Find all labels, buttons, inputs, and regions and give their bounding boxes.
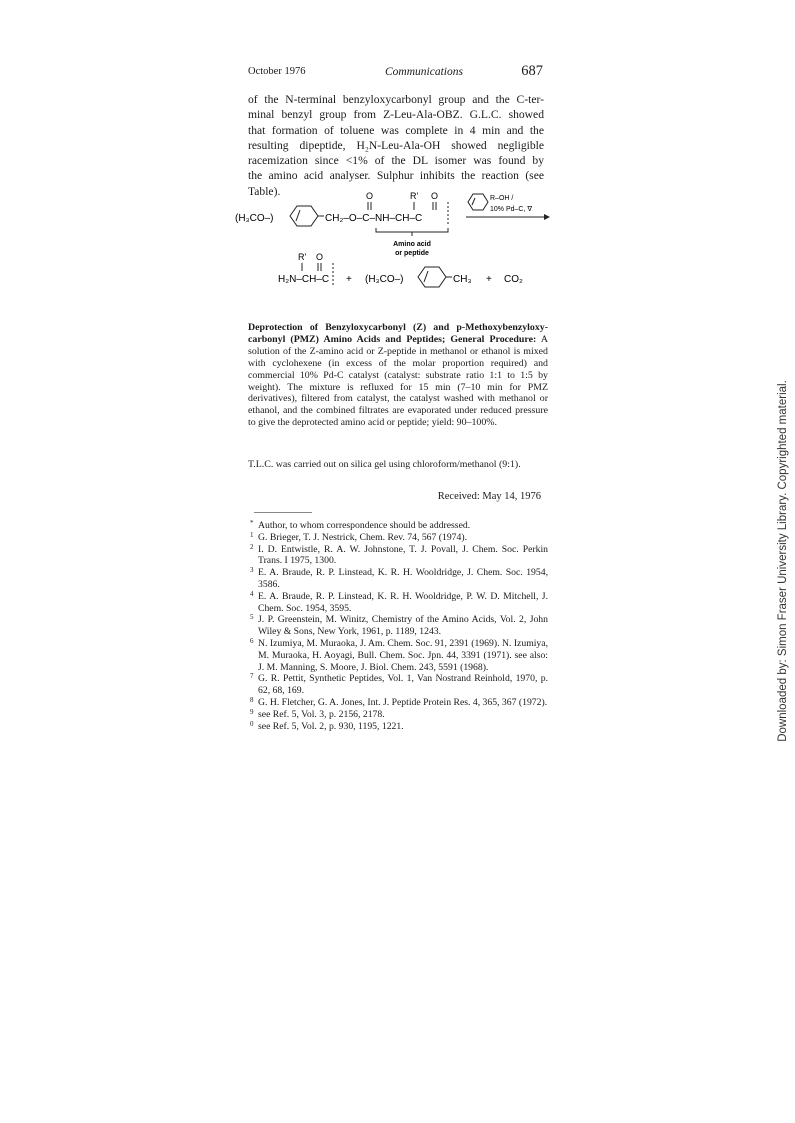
journal-section: Communications <box>385 66 463 78</box>
plus-sign-2: + <box>486 274 492 285</box>
reference-list <box>248 520 548 732</box>
product-oxygen: O <box>316 252 324 262</box>
footnote-divider <box>254 512 312 513</box>
reference-mark: 9 <box>250 707 254 716</box>
reference-item <box>248 567 548 591</box>
product-methyl: CH₃ <box>453 274 472 285</box>
reference-mark: * <box>250 519 254 527</box>
issue-date: October 1976 <box>248 66 306 77</box>
reference-text: I. D. Entwistle, R. A. W. Johnstone, T. J. Povall, J. Chem. Soc. Perkin Trans. I 1975, 1300. <box>258 543 548 567</box>
reference-item <box>248 544 548 568</box>
reference-text: N. Izumiya, M. Muraoka, J. Am. Chem. Soc. 91, 2391 (1969). N. Izumiya, M. Muraoka, H. Aoyagi, Bull. Chem. Soc. Jpn. 44, 3391 (1971). see also: J. M. Manning, S. Moore, J. Biol. Chem. 243, 5591 (1968). <box>258 637 548 673</box>
reference-text: G. R. Pettit, Synthetic Peptides, Vol. 1, Van Nostrand Reinhold, 1970, p. 62, 68, 169. <box>258 673 548 697</box>
reference-mark: 6 <box>250 636 254 645</box>
carbonyl-oxygen-2: O <box>431 191 439 201</box>
reference-item <box>248 614 548 638</box>
general-procedure <box>248 322 548 429</box>
intro-line: of the N-terminal benzyloxycarbonyl group and the C-ter- <box>248 93 544 106</box>
procedure-heading: Deprotection of Benzyloxycarbonyl (Z) and p-Methoxybenzyloxy-carbonyl (PMZ) Amino Acids and Peptides; General Procedure: <box>248 322 548 345</box>
reference-mark: 5 <box>250 613 254 622</box>
reaction-scheme <box>230 188 550 308</box>
reference-item <box>248 709 548 721</box>
plus-sign-1: + <box>346 274 352 285</box>
reference-mark: 0 <box>250 719 254 728</box>
reference-item <box>248 638 548 673</box>
product-r-prime: R' <box>298 252 307 262</box>
reaction-scheme-drawing <box>230 188 550 308</box>
product-amine: H₂N–CH–C <box>278 274 330 285</box>
reference-text: Author, to whom correspondence should be addressed. <box>258 520 471 531</box>
reagent-solvent: R–OH / <box>490 195 514 202</box>
reference-mark: 4 <box>250 589 254 598</box>
received-date: Received: May 14, 1976 <box>437 491 541 502</box>
reference-item <box>248 697 548 709</box>
reactant-methoxy-label: (H₃CO–) <box>235 213 274 224</box>
reference-text: E. A. Braude, R. P. Linstead, K. R. H. Wooldridge, P. W. D. Mitchell, J. Chem. Soc. 1954, 3595. <box>258 590 548 614</box>
reference-text: see Ref. 5, Vol. 3, p. 2156, 2178. <box>258 708 385 720</box>
amino-acid-brace <box>376 228 448 232</box>
reference-item <box>248 673 548 697</box>
brace-label-peptide: or peptide <box>395 250 429 257</box>
tlc-note: T.L.C. was carried out on silica gel using chloroform/methanol (9:1). <box>248 459 521 470</box>
page-number: 687 <box>521 63 543 79</box>
reference-mark: 7 <box>250 672 254 681</box>
reagent-catalyst: 10% Pd–C, ∇ <box>490 206 533 213</box>
intro-paragraph <box>248 92 544 199</box>
reference-text: J. P. Greenstein, M. Winitz, Chemistry of the Amino Acids, Vol. 2, John Wiley & Sons, New York, 1961, p. 1189, 1243. <box>258 614 548 638</box>
reference-mark: 8 <box>250 695 254 704</box>
reference-mark: 3 <box>250 566 254 575</box>
product-methoxy-label: (H₃CO–) <box>365 274 404 285</box>
reference-mark: 2 <box>250 542 254 551</box>
intro-line: Table). <box>248 184 281 198</box>
intro-line: that formation of toluene was complete in 4 min and the <box>248 123 544 137</box>
reference-mark: 1 <box>250 530 254 539</box>
intro-line: racemization since <1% of the DL isomer was found by <box>248 154 544 168</box>
brace-label-amino-acid: Amino acid <box>393 241 431 248</box>
reference-item <box>248 520 548 532</box>
reference-item <box>248 532 548 544</box>
intro-line: the amino acid analyser. Sulphur inhibits the reaction (see <box>248 169 544 183</box>
arrow-head <box>544 214 550 220</box>
reference-text: G. H. Fletcher, G. A. Jones, Int. J. Peptide Protein Res. 4, 365, 367 (1972). <box>258 696 548 708</box>
reference-item <box>248 591 548 615</box>
benzene-ring-left <box>290 206 318 226</box>
carbamate-chain: CH₂–O–C–NH–CH–C <box>325 213 423 224</box>
running-header <box>248 63 543 82</box>
intro-line: minal benzyl group from Z-Leu-Ala-OBZ. G.L.C. showed <box>248 108 544 122</box>
procedure-body: A solution of the Z-amino acid or Z-peptide in methanol or ethanol is mixed with cyclohexene (in excess of the molar proportion required) and commercial 10% Pd-C catalyst (catalyst: substrate ratio 1:1 to 1:5 by weight). The mixture is refluxed for 15 min (7–10 min for PMZ derivatives), filtered from catalyst, the catalyst washed with methanol or ethanol, and the combined filtrates are evaporated under reduced pressure to give the deprotected amino acid or peptide; yield: 90–100%. <box>248 333 548 429</box>
carbonyl-oxygen-1: O <box>366 191 374 201</box>
reference-text: E. A. Braude, R. P. Linstead, K. R. H. Wooldridge, J. Chem. Soc. 1954, 3586. <box>258 567 548 590</box>
reference-item <box>248 721 548 733</box>
cyclohexene-icon <box>468 194 488 210</box>
reference-text: see Ref. 5, Vol. 2, p. 930, 1195, 1221. <box>258 720 404 732</box>
intro-line: resulting dipeptide, H₂N-Leu-Ala-OH showed negligible <box>248 138 544 152</box>
benzene-ring-right <box>418 267 446 287</box>
download-watermark: Downloaded by: Simon Fraser University Library. Copyrighted material. <box>777 380 789 742</box>
r-prime-label: R' <box>410 191 419 201</box>
reference-text: G. Brieger, T. J. Nestrick, Chem. Rev. 74, 567 (1974). <box>258 531 468 543</box>
product-co2: CO₂ <box>504 274 523 285</box>
